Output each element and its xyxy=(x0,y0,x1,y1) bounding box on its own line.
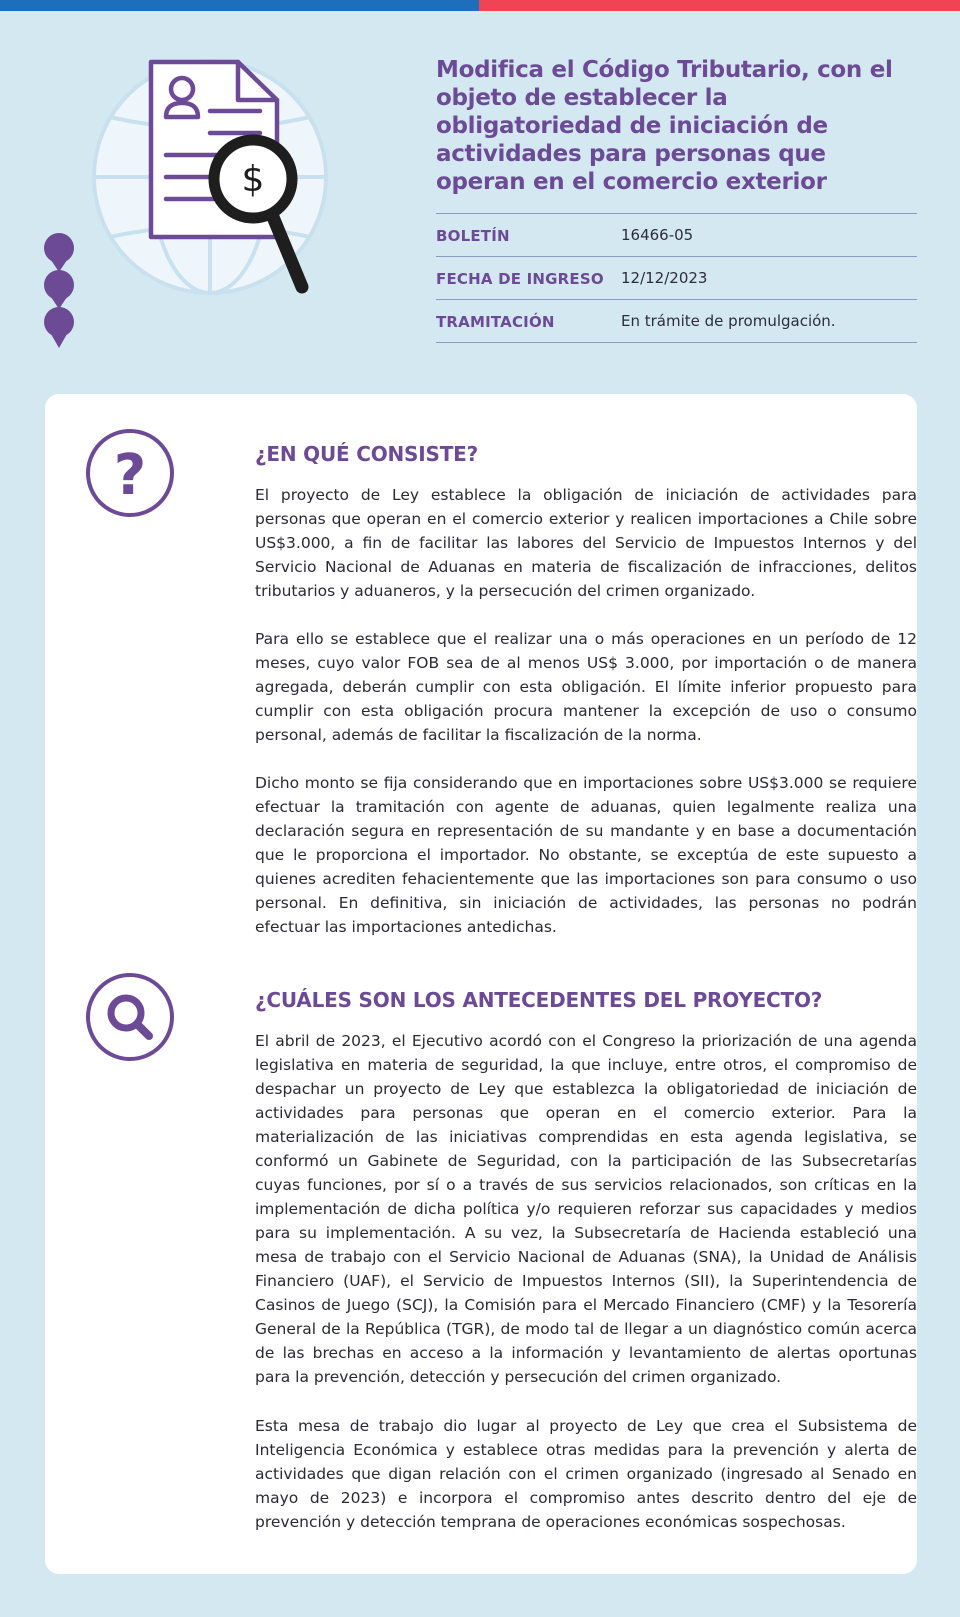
meta-row-fecha-ingreso xyxy=(436,256,917,299)
meta-label: TRAMITACIÓN xyxy=(436,313,555,331)
meta-row-boletin xyxy=(436,213,917,256)
meta-label: BOLETÍN xyxy=(436,227,510,245)
section-paragraph: El abril de 2023, el Ejecutivo acordó con el Congreso la priorización de una agenda legislativa en materia de seguridad, la que incluye, entre otros, el compromiso de despachar un proyecto de Ley que establezca la obligatoriedad de iniciación de actividades para personas que operan en el comercio exterior. Para la materialización de las iniciativas comprendidas en esta agenda legislativa, se conformó un Gabinete de Seguridad, con la participación de las Subsecretarías cuyas funciones, por sí o a través de sus servicios relacionados, son críticas en la implementación de dicha política y/o requieren reforzar sus capacidades y medios para su implementación. A su vez, la Subsecretaría de Hacienda estableció una mesa de trabajo con el Servicio Nacional de Aduanas (SNA), la Unidad de Análisis Financiero (UAF), el Servicio de Impuestos Internos (SII), la Superintendencia de Casinos de Juego (SCJ), la Comisión para el Mercado Financiero (CMF) y la Tesorería General de la República (TGR), de modo tal de llegar a un diagnóstico común acerca de las brechas en acceso a la información y levantamiento de alertas oportunas para la prevención, detección y persecución del crimen organizado. xyxy=(255,1032,917,1386)
meta-label: FECHA DE INGRESO xyxy=(436,270,604,288)
top-bar-red-segment xyxy=(479,0,960,11)
svg-text:$: $ xyxy=(241,159,265,200)
document-with-dollar-magnifier-icon xyxy=(40,55,340,355)
content-card xyxy=(45,394,917,1574)
meta-value: 12/12/2023 xyxy=(621,269,708,287)
section-paragraph: Esta mesa de trabajo dio lugar al proyecto de Ley que crea el Subsistema de Inteligencia Económica y establece otras medidas para la prevención y alerta de actividades que digan relación con el crimen organizado (ingresado al Senado en mayo de 2023) e incorpora el compromiso antes descrito dentro del eje de prevención y detección temprana de operaciones económicas sospechosas. xyxy=(255,1417,917,1531)
section-heading-background: ¿CUÁLES SON LOS ANTECEDENTES DEL PROYECTO? xyxy=(255,988,823,1012)
bill-metadata-table xyxy=(436,213,917,343)
search-icon xyxy=(85,972,175,1062)
section-heading-what: ¿EN QUÉ CONSISTE? xyxy=(255,442,479,466)
meta-value: 16466-05 xyxy=(621,226,694,244)
page-title: Modifica el Código Tributario, con el objeto de establecer la obligatoriedad de iniciación de actividades para personas que operan en el comercio exterior xyxy=(436,57,893,195)
top-bar-blue-segment xyxy=(0,0,479,11)
meta-row-tramitacion xyxy=(436,299,917,343)
question-mark-icon xyxy=(85,428,175,518)
section-paragraph: El proyecto de Ley establece la obligación de iniciación de actividades para personas que operan en el comercio exterior y realicen importaciones a Chile sobre US$3.000, a fin de facilitar las labores del Servicio de Impuestos Internos y del Servicio Nacional de Aduanas en materia de fiscalización de infracciones, delitos tributarios y aduaneros, y la persecución del crimen organizado. xyxy=(255,486,917,600)
top-color-bar xyxy=(0,0,960,11)
meta-value: En trámite de promulgación. xyxy=(621,312,836,330)
decorative-dots xyxy=(42,230,82,360)
svg-text:?: ? xyxy=(113,443,147,508)
section-paragraph: Dicho monto se fija considerando que en importaciones sobre US$3.000 se requiere efectuar la tramitación con agente de aduanas, quien legalmente realiza una declaración segura en representación de su mandante y en base a documentación que le proporciona el importador. No obstante, se exceptúa de este supuesto a quienes acrediten fehacientemente que las importaciones son para consumo o uso personal. En definitiva, sin iniciación de actividades, las personas no podrán efectuar las importaciones antedichas. xyxy=(255,774,917,936)
section-paragraph: Para ello se establece que el realizar una o más operaciones en un período de 12 meses, cuyo valor FOB sea de al menos US$ 3.000, por importación o de manera agregada, deberán cumplir con esta obligación. El límite inferior propuesto para cumplir con esta obligación procura mantener la excepción de uso o consumo personal, además de facilitar la fiscalización de la norma. xyxy=(255,630,917,744)
